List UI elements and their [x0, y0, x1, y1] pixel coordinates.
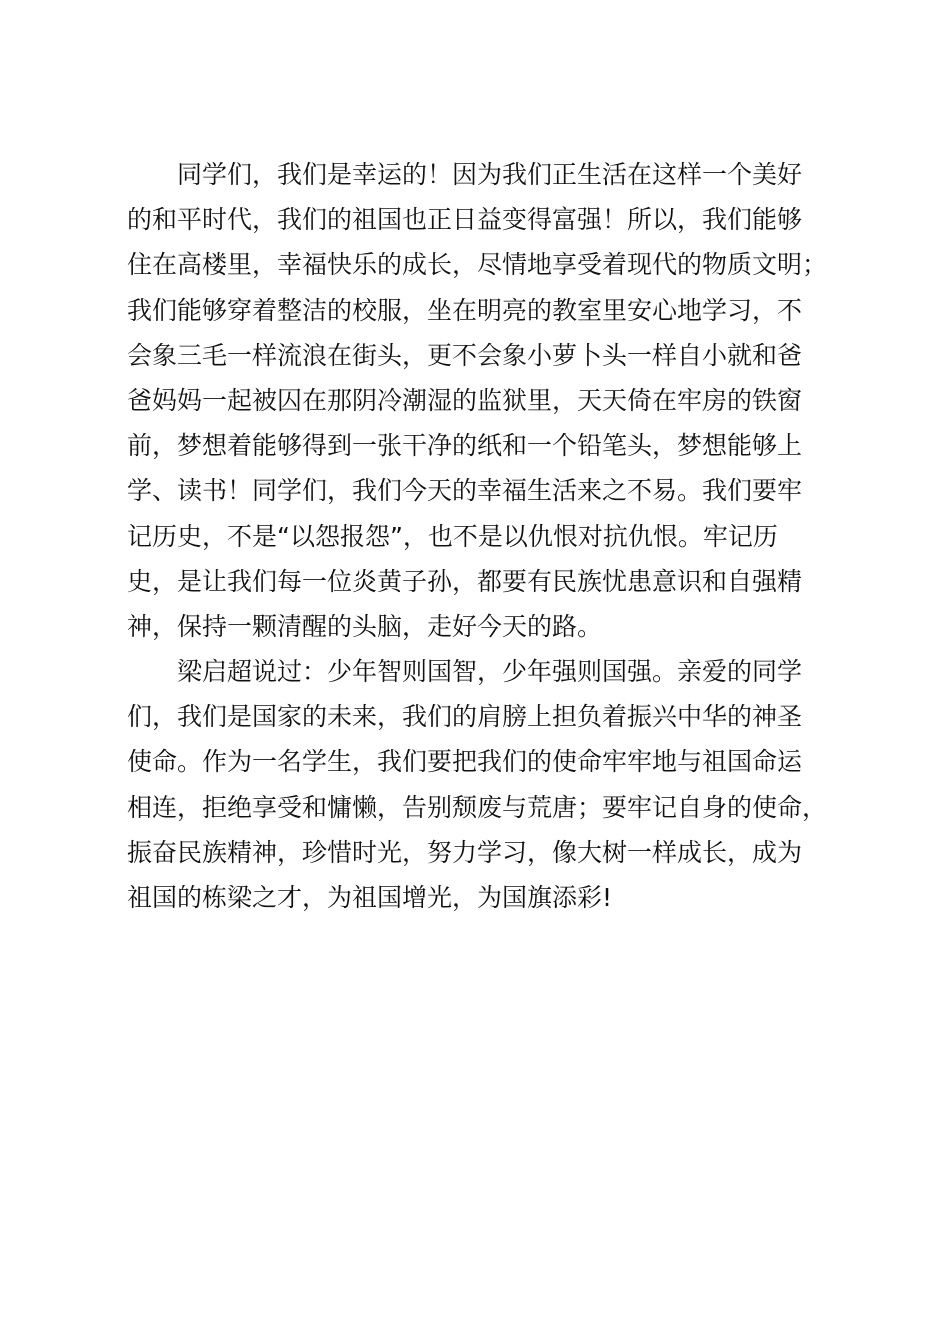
text-line: 使命。作为一名学生，我们要把我们的使命牢牢地与祖国命运 — [127, 747, 803, 777]
text-line: 会象三毛一样流浪在街头，更不会象小萝卜头一样自小就和爸 — [127, 340, 803, 370]
text-line: 住在高楼里，幸福快乐的成长，尽情地享受着现代的物质文明； — [127, 250, 828, 280]
text-line: 相连，拒绝享受和慵懒，告别颓废与荒唐；要牢记自身的使命， — [127, 792, 828, 822]
text-line: 们，我们是国家的未来，我们的肩膀上担负着振兴中华的神圣 — [127, 702, 803, 732]
text-line: 前，梦想着能够得到一张干净的纸和一个铅笔头，梦想能够上 — [127, 431, 803, 461]
text-line: 梁启超说过：少年智则国智，少年强则国强。亲爱的同学 — [177, 657, 803, 687]
paragraph-2 — [127, 649, 832, 920]
text-line: 爸妈妈一起被囚在那阴冷潮湿的监狱里，天天倚在牢房的铁窗 — [127, 385, 803, 415]
text-line: 振奋民族精神，珍惜时光，努力学习，像大树一样成长，成为 — [127, 837, 803, 867]
paragraph-1 — [127, 152, 832, 649]
text-line: 史，是让我们每一位炎黄子孙，都要有民族忧患意识和自强精 — [127, 566, 803, 596]
text-line: 记历史，不是“以怨报怨”，也不是以仇恨对抗仇恨。牢记历 — [127, 521, 778, 551]
text-line: 祖国的栋梁之才，为祖国增光，为国旗添彩! — [127, 883, 613, 912]
document-body — [127, 152, 832, 920]
text-line: 学、读书！同学们，我们今天的幸福生活来之不易。我们要牢 — [127, 476, 803, 506]
text-line: 我们能够穿着整洁的校服，坐在明亮的教室里安心地学习，不 — [127, 295, 803, 325]
text-line: 神，保持一颗清醒的头脑，走好今天的路。 — [127, 611, 603, 641]
text-line: 的和平时代，我们的祖国也正日益变得富强！所以，我们能够 — [127, 205, 803, 235]
text-line: 同学们，我们是幸运的！因为我们正生活在这样一个美好 — [177, 160, 803, 189]
